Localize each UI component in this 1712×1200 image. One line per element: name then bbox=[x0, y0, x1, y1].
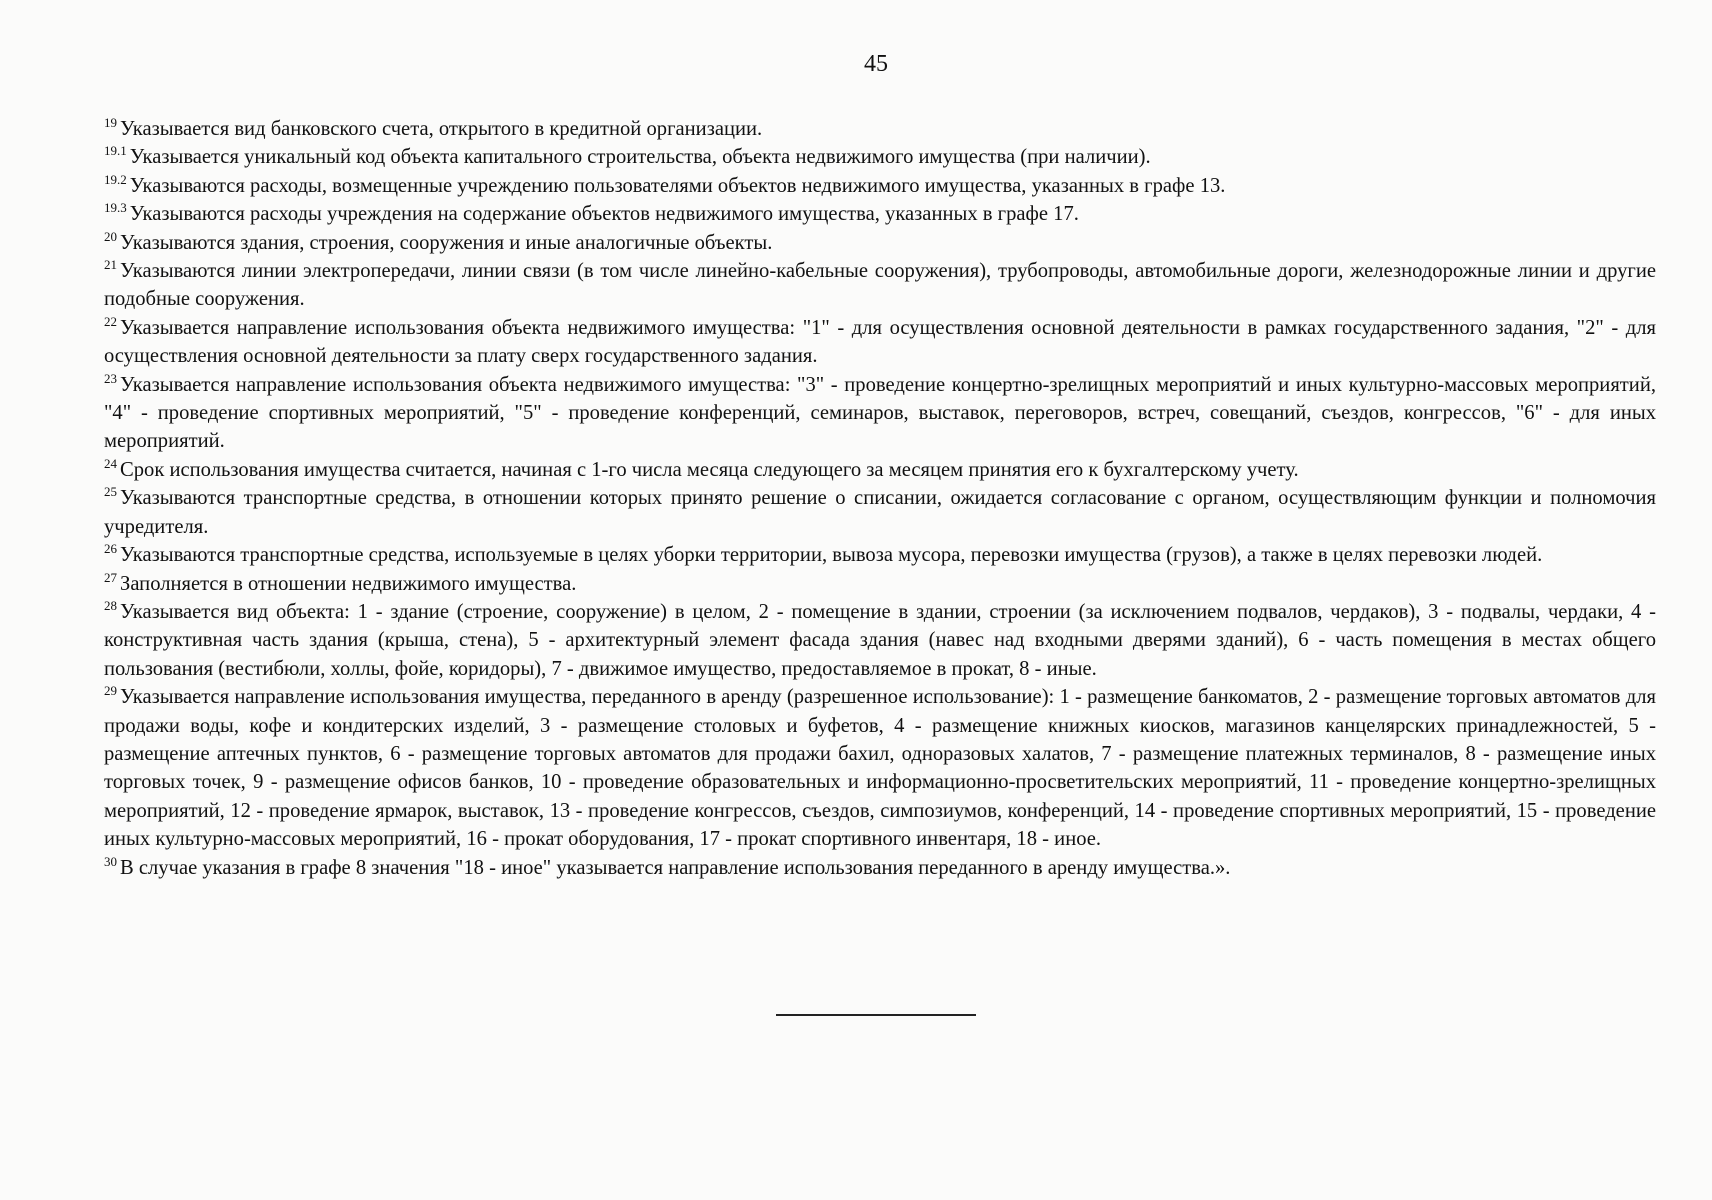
footnote bbox=[104, 683, 1656, 853]
footnote-ref: 19.1 bbox=[104, 143, 127, 159]
footnote-ref: 25 bbox=[104, 484, 117, 500]
footnote-text: Указываются транспортные средства, используемые в целях уборки территории, вывоза мусора, перевозки имущества (грузов), а также в целях перевозки людей. bbox=[120, 544, 1543, 567]
footnote-ref: 23 bbox=[104, 370, 117, 386]
footnote bbox=[104, 172, 1656, 200]
footnote-ref: 26 bbox=[104, 541, 117, 557]
footnote-text: Указывается уникальный код объекта капитального строительства, объекта недвижимого имущества (при наличии). bbox=[129, 146, 1151, 169]
footnote-text: Указываются здания, строения, сооружения и иные аналогичные объекты. bbox=[120, 231, 773, 254]
footnote-text: Указываются транспортные средства, в отношении которых принято решение о списании, ожидается согласование с органом, осуществляющим функции и полномочия учредителя. bbox=[104, 487, 1656, 538]
footnote bbox=[104, 371, 1656, 456]
footnote-ref: 19 bbox=[104, 115, 117, 130]
footnote bbox=[104, 570, 1656, 598]
footnote bbox=[104, 314, 1656, 371]
end-rule bbox=[776, 1014, 976, 1016]
footnotes-list bbox=[104, 115, 1656, 882]
footnote-text: Указываются линии электропередачи, линии связи (в том числе линейно-кабельные сооружения), трубопроводы, автомобильные дороги, железнодорожные линии и другие подобные сооружения. bbox=[104, 260, 1656, 311]
footnote bbox=[104, 229, 1656, 257]
footnote-text: Срок использования имущества считается, начиная с 1-го числа месяца следующего за месяцем принятия его к бухгалтерскому учету. bbox=[120, 458, 1299, 481]
footnote-ref: 21 bbox=[104, 257, 117, 273]
footnote-text: Указывается вид банковского счета, открытого в кредитной организации. bbox=[120, 118, 763, 140]
footnote-text: Заполняется в отношении недвижимого имущества. bbox=[120, 572, 577, 595]
footnote bbox=[104, 484, 1656, 541]
footnote-text: В случае указания в графе 8 значения "18 - иное" указывается направление использования переданного в аренду имущества.». bbox=[120, 856, 1231, 879]
footnote-text: Указываются расходы учреждения на содержание объектов недвижимого имущества, указанных в графе 17. bbox=[129, 203, 1079, 226]
footnote bbox=[104, 456, 1656, 484]
footnote bbox=[104, 854, 1656, 882]
footnote-ref: 27 bbox=[104, 569, 117, 585]
footnote-ref: 29 bbox=[104, 683, 117, 699]
footnote bbox=[104, 115, 1656, 143]
footnote-ref: 19.3 bbox=[104, 200, 127, 216]
footnote bbox=[104, 598, 1656, 683]
footnote-text: Указывается направление использования имущества, переданного в аренду (разрешенное использование): 1 - размещение банкоматов, 2 - размещение торговых автоматов для продажи воды, кофе и кондитерских изделий, 3 - размещение столовых и буфетов, 4 - размещение книжных киосков, магазинов канцелярских принадлежностей, 5 - размещение аптечных пунктов, 6 - размещение торговых автоматов для продажи бахил, одноразовых халатов, 7 - размещение платежных терминалов, 8 - размещение иных торговых точек, 9 - размещение офисов банков, 10 - проведение образовательных и информационно-просветительских мероприятий, 11 - проведение концертно-зрелищных мероприятий, 12 - проведение ярмарок, выставок, 13 - проведение конгрессов, съездов, симпозиумов, конференций, 14 - проведение спортивных мероприятий, 15 - проведение иных культурно-массовых мероприятий, 16 - прокат оборудования, 17 - прокат спортивного инвентаря, 18 - иное. bbox=[104, 686, 1656, 851]
footnote bbox=[104, 143, 1656, 171]
footnote-ref: 19.2 bbox=[104, 171, 127, 187]
footnote-ref: 28 bbox=[104, 597, 117, 613]
page-number: 45 bbox=[864, 51, 888, 77]
footnote-ref: 22 bbox=[104, 313, 117, 329]
footnote-text: Указывается направление использования объекта недвижимого имущества: "1" - для осуществления основной деятельности в рамках государственного задания, "2" - для осуществления основной деятельности за плату сверх государственного задания. bbox=[104, 316, 1656, 368]
footnote bbox=[104, 541, 1656, 569]
footnote-ref: 24 bbox=[104, 455, 117, 471]
footnote-ref: 30 bbox=[104, 853, 117, 869]
footnote-text: Указывается вид объекта: 1 - здание (строение, сооружение) в целом, 2 - помещение в здании, строении (за исключением подвалов, чердаков), 3 - подвалы, чердаки, 4 - конструктивная часть здания (крыша, стена), 5 - архитектурный элемент фасада здания (навес над входными дверями зданий), 6 - часть помещения в местах общего пользования (вестибюли, холлы, фойе, коридоры), 7 - движимое имущество, предоставляемое в прокат, 8 - иные. bbox=[104, 600, 1656, 680]
footnote bbox=[104, 200, 1656, 228]
footnote-ref: 20 bbox=[104, 228, 117, 244]
footnote-text: Указываются расходы, возмещенные учреждению пользователями объектов недвижимого имущества, указанных в графе 13. bbox=[129, 174, 1226, 197]
footnote bbox=[104, 257, 1656, 314]
footnote-text: Указывается направление использования объекта недвижимого имущества: "3" - проведение концертно-зрелищных мероприятий и иных культурно-массовых мероприятий, "4" - проведение спортивных мероприятий, "5" - проведение конференций, семинаров, выставок, переговоров, встреч, совещаний, съездов, конгрессов, "6" - для иных мероприятий. bbox=[104, 373, 1656, 453]
